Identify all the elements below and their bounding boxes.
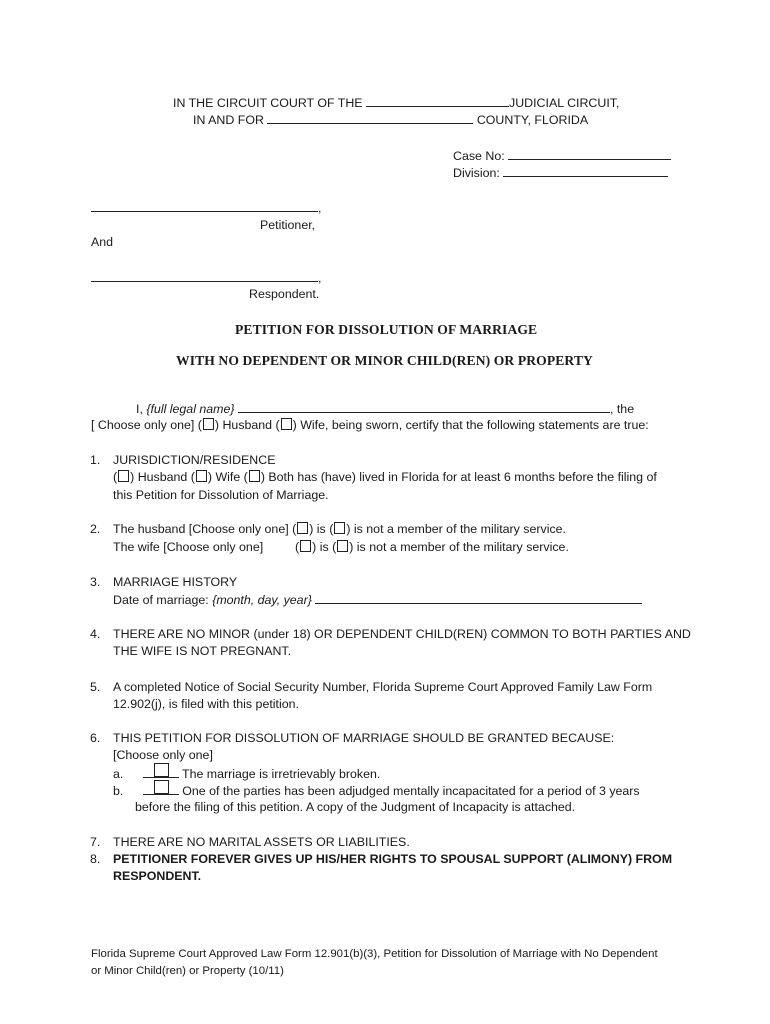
court-line	[173, 95, 619, 110]
husband-label: ) Husband (	[214, 418, 280, 432]
division-field[interactable]	[503, 165, 668, 177]
respondent-label: Respondent.	[249, 287, 320, 301]
i-label: I,	[136, 402, 143, 416]
item-2-number: 2.	[90, 522, 101, 536]
item-1-line: ( ) Husband ( ) Wife ( ) Both has (have) lived in Florida for at least 6 months before the filing of	[113, 470, 657, 484]
intro-line-1	[136, 401, 634, 416]
respondent-name-field[interactable]	[91, 270, 318, 282]
item-6a-line: a. The marriage is irretrievably broken.	[113, 765, 380, 781]
item-3-number: 3.	[90, 575, 101, 589]
wife-military-not-checkbox[interactable]	[337, 540, 348, 552]
full-name-hint: {full legal name}	[146, 402, 235, 416]
judicial-circuit-field[interactable]	[366, 95, 509, 107]
footer-line-1: Florida Supreme Court Approved Law Form 12.901(b)(3), Petition for Dissolution of Marriage with No Dependent	[91, 948, 658, 960]
petitioner-line: ,	[91, 200, 321, 215]
item-3-date-line: Date of marriage: {month, day, year}	[113, 592, 642, 607]
footer-line-2: or Minor Child(ren) or Property (10/11)	[91, 965, 284, 977]
item-4-line-2: THE WIFE IS NOT PREGNANT.	[113, 644, 292, 658]
item-8-number: 8.	[90, 852, 101, 866]
case-no-field[interactable]	[508, 148, 671, 160]
item-4-line-1: THERE ARE NO MINOR (under 18) OR DEPENDENT CHILD(REN) COMMON TO BOTH PARTIES AND	[113, 627, 691, 641]
item-7-text: THERE ARE NO MARITAL ASSETS OR LIABILITIES.	[113, 835, 410, 849]
item-2-husband-line: The husband [Choose only one] ( ) is ( ) is not a member of the military service.	[113, 522, 566, 536]
item-8-line-1: PETITIONER FOREVER GIVES UP HIS/HER RIGHTS TO SPOUSAL SUPPORT (ALIMONY) FROM	[113, 852, 673, 866]
court-label: IN THE CIRCUIT COURT OF THE	[173, 96, 363, 110]
item-3-heading: MARRIAGE HISTORY	[113, 575, 238, 589]
the-label: , the	[609, 402, 635, 416]
respondent-line: ,	[91, 270, 321, 285]
case-no-line	[453, 148, 671, 163]
in-and-for-label: IN AND FOR	[193, 113, 264, 127]
county-field[interactable]	[267, 112, 473, 124]
item-8-line-2: RESPONDENT.	[113, 869, 202, 883]
item-6-heading: THIS PETITION FOR DISSOLUTION OF MARRIAGE SHOULD BE GRANTED BECAUSE:	[113, 731, 615, 745]
intro-line-2	[91, 418, 649, 432]
judicial-circuit-label: JUDICIAL CIRCUIT,	[509, 96, 620, 110]
item-2-wife-line: The wife [Choose only one]	[113, 540, 264, 554]
residence-wife-checkbox[interactable]	[196, 470, 207, 482]
wife-military-is-checkbox[interactable]	[300, 540, 311, 552]
and-label: And	[91, 235, 114, 249]
item-5-number: 5.	[90, 680, 101, 694]
item-1-line-2: this Petition for Dissolution of Marriage.	[113, 488, 329, 502]
item-5-line-1: A completed Notice of Social Security Number, Florida Supreme Court Approved Family Law Form	[113, 680, 653, 694]
husband-military-not-checkbox[interactable]	[334, 522, 345, 534]
husband-military-is-checkbox[interactable]	[297, 522, 308, 534]
division-line	[453, 165, 668, 180]
case-no-label: Case No:	[453, 149, 505, 163]
petitioner-name-field[interactable]	[91, 200, 318, 212]
full-name-field[interactable]	[238, 401, 610, 413]
county-label: COUNTY, FLORIDA	[476, 113, 589, 127]
item-4-number: 4.	[90, 627, 101, 641]
division-label: Division:	[453, 166, 500, 180]
title-line-2: WITH NO DEPENDENT OR MINOR CHILD(REN) OR PROPERTY	[176, 353, 593, 368]
item-5-line-2: 12.902(j), is filed with this petition.	[113, 697, 299, 711]
petitioner-label: Petitioner,	[260, 218, 316, 232]
item-6b-line-2: before the filing of this petition. A copy of the Judgment of Incapacity is attached.	[135, 800, 576, 814]
ground-a-checkbox[interactable]	[143, 765, 179, 778]
item-6b-line: b. One of the parties has been adjudged mentally incapacitated for a period of 3 years	[113, 782, 640, 798]
marriage-date-field[interactable]	[315, 592, 642, 604]
residence-husband-checkbox[interactable]	[118, 470, 129, 482]
county-line	[193, 112, 588, 127]
item-6-choose: [Choose only one]	[113, 748, 213, 762]
item-1-number: 1.	[90, 453, 101, 467]
choose-one-label: [ Choose only one] (	[91, 418, 202, 432]
item-1-heading: JURISDICTION/RESIDENCE	[113, 453, 276, 467]
wife-label: ) Wife, being sworn, certify that the following statements are true:	[292, 418, 649, 432]
wife-checkbox[interactable]	[281, 418, 292, 430]
ground-b-checkbox[interactable]	[143, 782, 179, 795]
title-line-1: PETITION FOR DISSOLUTION OF MARRIAGE	[235, 322, 538, 337]
residence-both-checkbox[interactable]	[249, 470, 260, 482]
item-2-wife-options: ( ) is ( ) is not a member of the military service.	[295, 540, 569, 554]
item-6-number: 6.	[90, 731, 101, 745]
husband-checkbox[interactable]	[203, 418, 214, 430]
item-7-number: 7.	[90, 835, 101, 849]
